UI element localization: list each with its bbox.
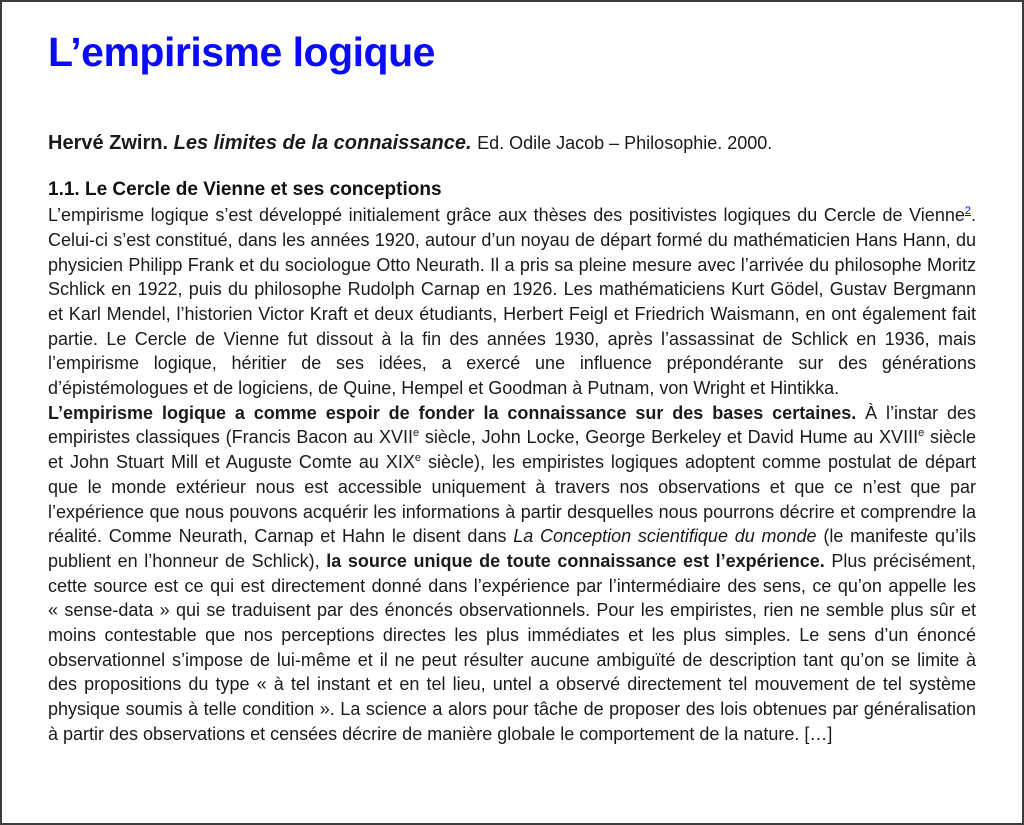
text-segment: siècle, John Locke, George Berkeley et David Hume au XVIII	[419, 427, 919, 448]
text-segment: Hervé Zwirn.	[48, 132, 174, 155]
text-segment: Plus précisément, cette source est ce qui est directement donné dans l’expérience par l’intermédiaire des sens, ce qu’on appelle les « sense-data » qui se traduisent par des énoncés observationnels. Pour les empiristes, rien ne semble plus sûr et moins contestable que nos perceptions directes les plus immédiates et les plus simples. Le sens d’un énoncé observationnel s’impose de lui-même et il ne peut résulter aucune ambiguïté de description tant qu’on se limite à des propositions du type « à tel instant et en tel lieu, untel a observé directement tel mouvement de tel système physique soumis à telle condition ». La science a alors pour tâche de proposer des lois obtenues par généralisation à partir des observations et censées décrire de manière globale le comportement de la nature. […]	[48, 550, 977, 744]
text-segment: Les limites de la connaissance.	[173, 132, 478, 155]
footnote-ref-link[interactable]: 2	[964, 205, 971, 218]
source-citation	[48, 131, 976, 155]
text-segment: la source unique de toute connaissance est l’expérience.	[326, 550, 825, 571]
text-segment: L’empirisme logique a comme espoir de fonder la connaissance sur des bases certaines.	[48, 402, 866, 423]
text-segment: e	[414, 452, 422, 465]
text-segment: L’empirisme logique s’est développé initialement grâce aux thèses des positivistes logiques du Cercle de Vienne	[48, 205, 965, 226]
text-segment: Ed. Odile Jacob – Philosophie. 2000.	[477, 133, 773, 154]
text-segment: e	[413, 427, 420, 440]
text-segment: (le manifeste qu’ils publient en l’honneur de Schlick),	[48, 526, 976, 571]
text-segment: . Celui-ci s’est constitué, dans les années 1920, autour d’un noyau de départ formé du mathématicien Hans Hann, du physicien Philipp Frank et du sociologue Otto Neurath. Il a pris sa pleine mesure avec l’arrivée du philosophe Moritz Schlick en 1922, puis du philosophe Rudolph Carnap en 1926. Les mathématiciens Kurt Gödel, Gustav Bergmann et Karl Mendel, l’historien Victor Kraft et deux étudiants, Herbert Feigl et Friedrich Waismann, en ont également fait partie. Le Cercle de Vienne fut dissout à la fin des années 1930, après l’assassinat de Schlick en 1936, mais l’empirisme logique, héritier de ses idées, a exercé une influence prépondérante sur des générations d’épistémologues et de logiciens, de Quine, Hempel et Goodman à Putnam, von Wright et Hintikka.	[48, 205, 976, 399]
page-title: L’empirisme logique	[48, 29, 435, 75]
section-heading: 1.1. Le Cercle de Vienne et ses conceptions	[48, 179, 442, 201]
text-segment: À l’instar des empiristes classiques (Francis Bacon au XVII	[48, 402, 977, 448]
text-segment: siècle), les empiristes logiques adoptent comme postulat de départ que le monde extérieur nous est accessible uniquement à travers nos observations et que ce n’est que par l’expérience que nous pouvons acquérir les informations à partir desquelles nous pourrons décrire et comprendre la réalité. Comme Neurath, Carnap et Hahn le disent dans	[48, 452, 976, 547]
paragraph-cercle-de-vienne	[48, 203, 976, 401]
text-segment: La Conception scientifique du monde	[513, 526, 817, 547]
text-segment: siècle et John Stuart Mill et Auguste Comte au XIX	[48, 427, 976, 473]
paragraph-empirisme-espoir	[48, 401, 976, 747]
text-segment: e	[918, 427, 925, 440]
